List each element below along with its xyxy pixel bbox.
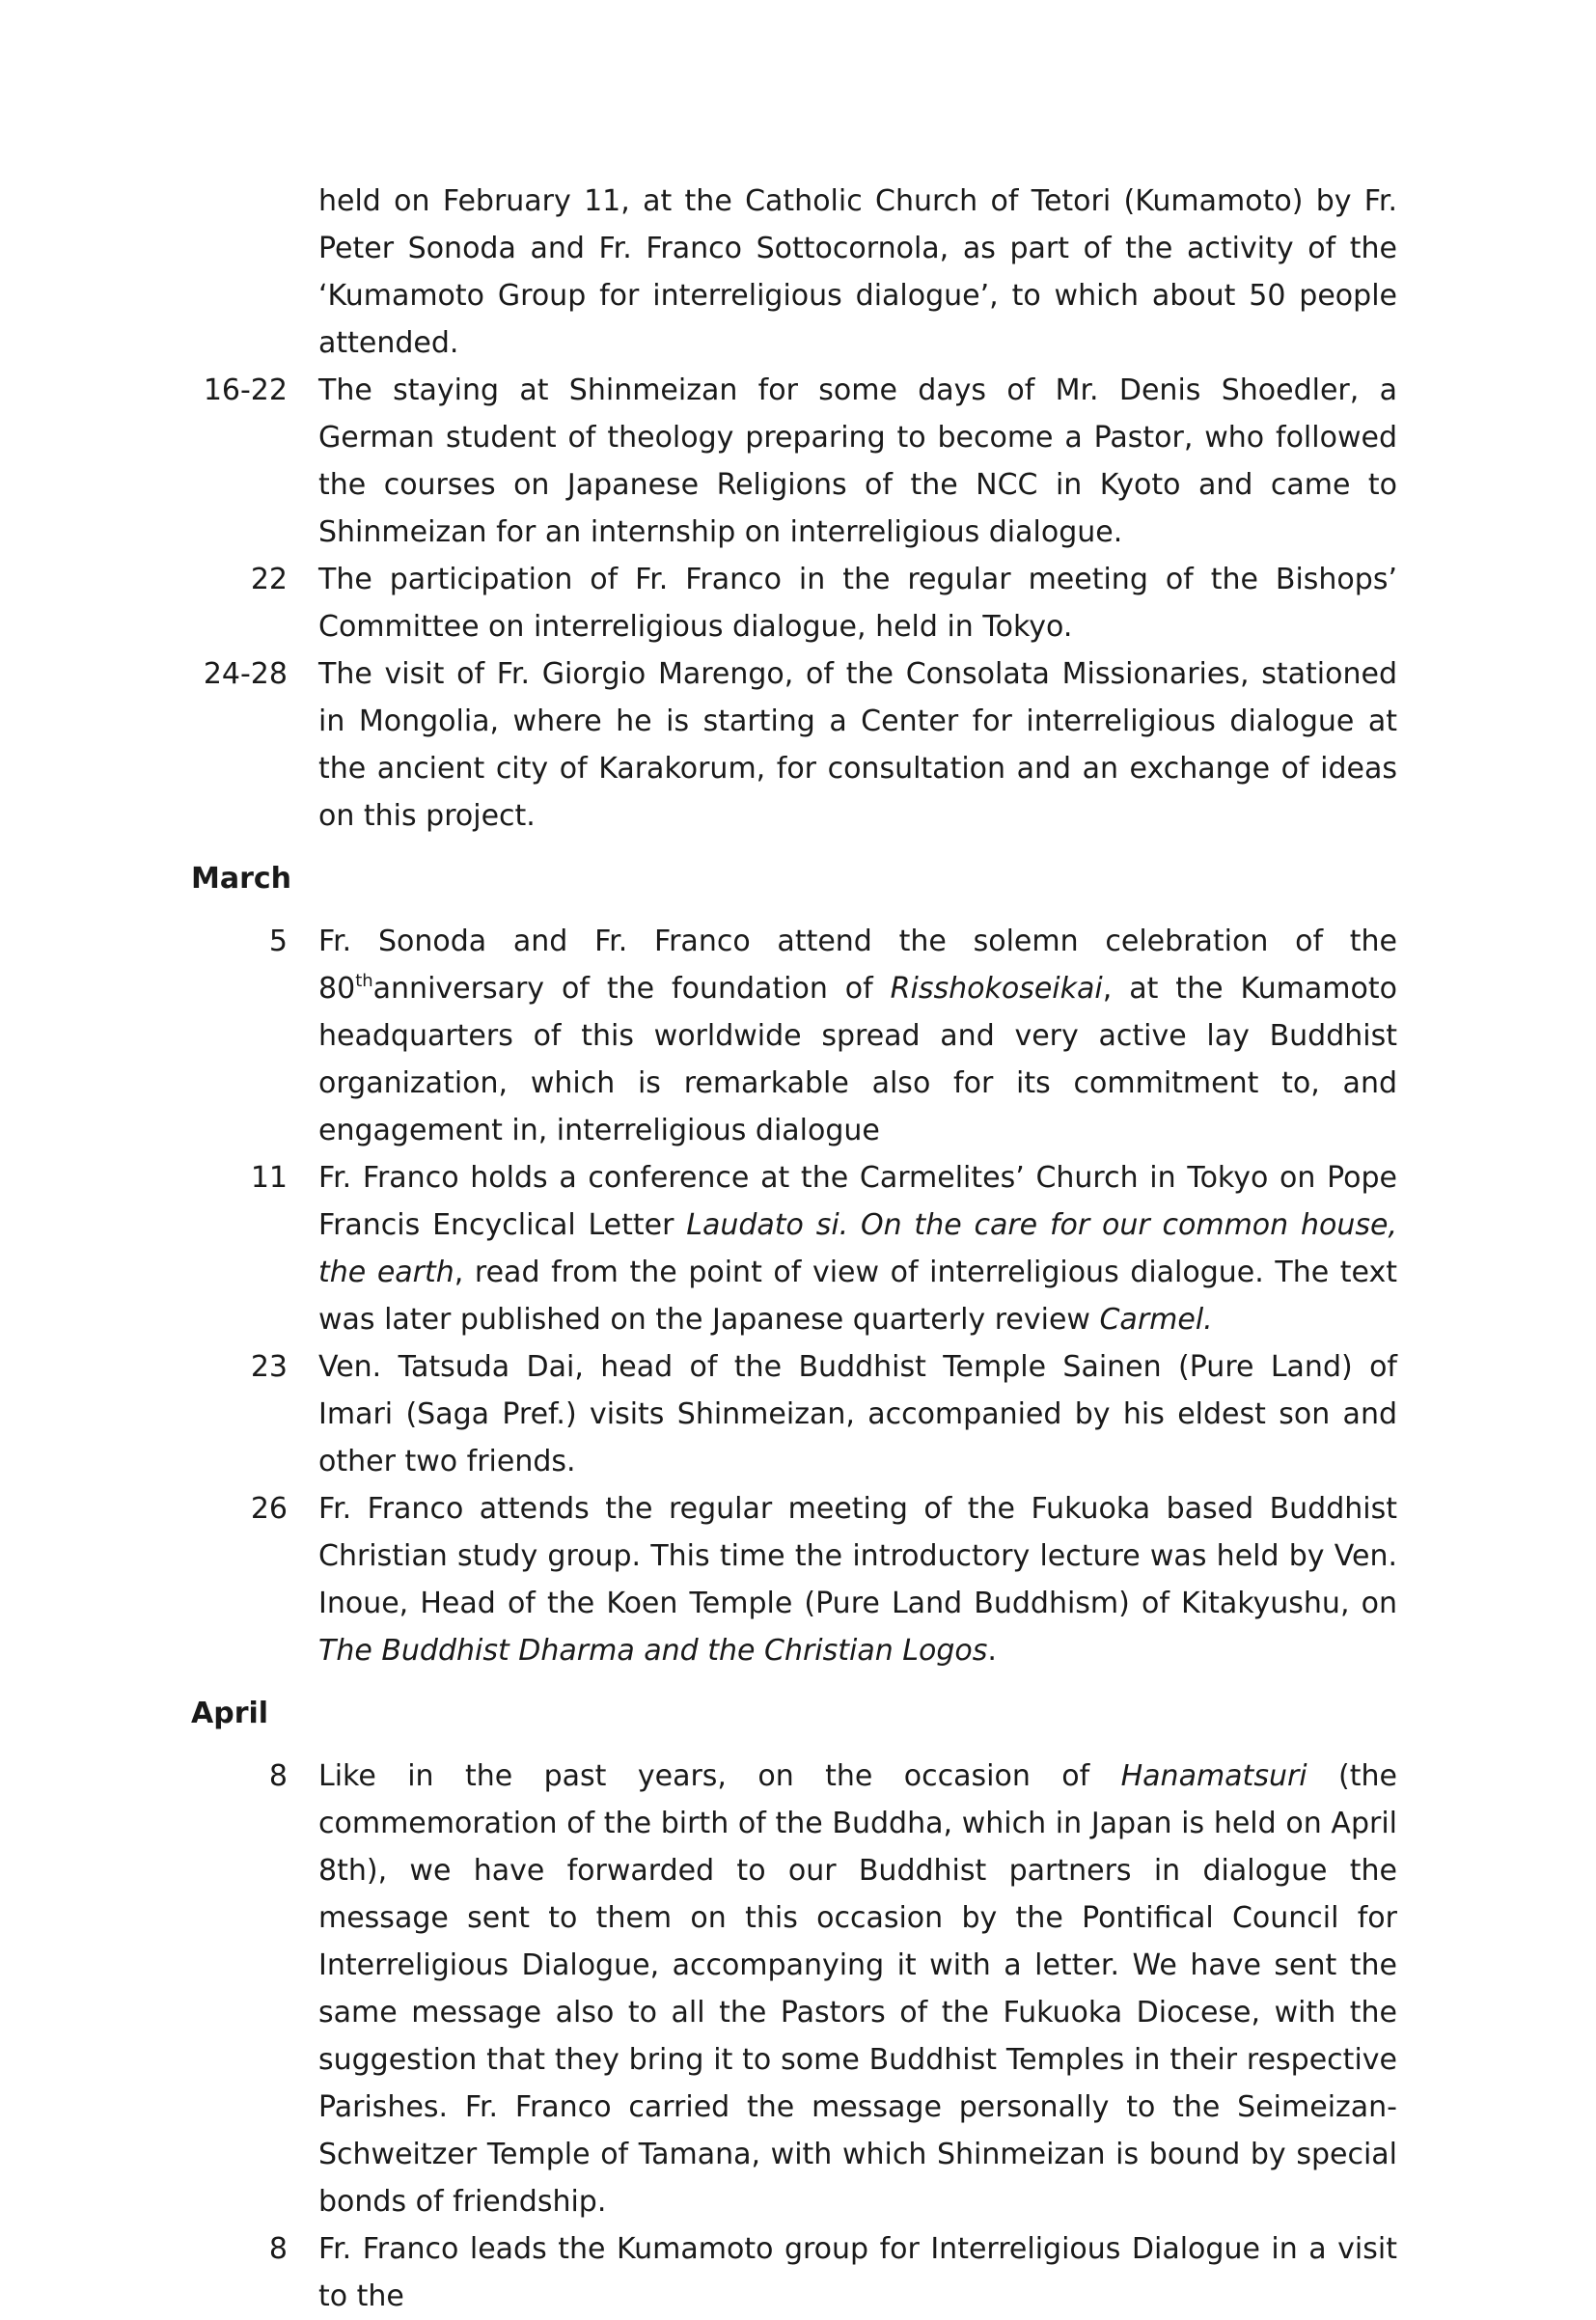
entry-feb-22 <box>191 556 1407 650</box>
entry-date: 23 <box>250 1350 288 1384</box>
continued-paragraph: held on February 11, at the Catholic Church of Tetori (Kumamoto) by Fr. Peter Sonoda and Fr. Franco Sottocornola, as part of the activity of the ‘Kumamoto Group for interreligious dialogue’, to which about 50 people attended. <box>318 184 1397 360</box>
italic-name: Hanamatsuri <box>1120 1759 1307 1793</box>
italic-name: Risshokoseikai <box>890 972 1103 1006</box>
italic-title: The Buddhist Dharma and the Christian Logos <box>318 1634 988 1668</box>
text-segment: anniversary of the foundation of <box>372 972 891 1006</box>
entry-date: 16-22 <box>203 373 288 407</box>
entry-text <box>318 1485 1397 1674</box>
entry-text: The visit of Fr. Giorgio Marengo, of the Consolata Missionaries, stationed in Mongolia, where he is starting a Center for interreligious dialogue at the ancient city of Karakorum, for consultation and an exchange of ideas on this project. <box>318 657 1397 833</box>
entry-date: 5 <box>268 925 288 958</box>
entry-text: Fr. Franco leads the Kumamoto group for Interreligious Dialogue in a visit to the <box>318 2232 1397 2313</box>
entry-date: 22 <box>250 563 288 596</box>
entry-text <box>318 1753 1397 2225</box>
entry-text <box>318 1154 1397 1343</box>
entry-date: 26 <box>250 1492 288 1526</box>
entry-apr-8 <box>191 1753 1407 2225</box>
entry-text: The staying at Shinmeizan for some days of Mr. Denis Shoedler, a German student of theology preparing to become a Pastor, who followed the courses on Japanese Religions of the NCC in Kyoto and came to Shinmeizan for an internship on interreligious dialogue. <box>318 373 1397 549</box>
text-segment: . <box>987 1634 997 1668</box>
chronicle-body <box>191 178 1407 2320</box>
entry-text: Ven. Tatsuda Dai, head of the Buddhist Temple Sainen (Pure Land) of Imari (Saga Pref.) visits Shinmeizan, accompanied by his eldest son and other two friends. <box>318 1350 1397 1478</box>
entry-apr-8-second <box>191 2225 1407 2320</box>
entry-text: The participation of Fr. Franco in the regular meeting of the Bishops’ Committee on interreligious dialogue, held in Tokyo. <box>318 563 1397 644</box>
entry-mar-26 <box>191 1485 1407 1674</box>
text-segment: (the commemoration of the birth of the Buddha, which in Japan is held on April 8th), we have forwarded to our Buddhist partners in dialogue the message sent to them on this occasion by the Pontifical Council for Interreligious Dialogue, accompanying it with a letter. We have sent the same message also to all the Pastors of the Fukuoka Diocese, with the suggestion that they bring it to some Buddhist Temples in their respective Parishes. Fr. Franco carried the message personally to the Seimeizan-Schweitzer Temple of Tamana, with which Shinmeizan is bound by special bonds of friendship. <box>318 1759 1397 2219</box>
entry-date: 8 <box>268 1759 288 1793</box>
entry-date: 24-28 <box>203 657 288 691</box>
entry-feb-16-22 <box>191 367 1407 556</box>
entry-feb-24-28 <box>191 650 1407 840</box>
entry-mar-11 <box>191 1154 1407 1343</box>
entry-text <box>318 918 1397 1154</box>
text-segment: Like in the past years, on the occasion of <box>318 1759 1121 1793</box>
text-segment: Fr. Franco holds a conference at the Carmelites’ Church in Tokyo on Pope Francis Encyclical Letter <box>318 1161 1397 1242</box>
text-segment: , read from the point of view of interreligious dialogue. The text was later published on the Japanese quarterly review <box>318 1256 1397 1337</box>
entry-mar-23 <box>191 1343 1407 1485</box>
italic-title: Carmel. <box>1099 1303 1213 1337</box>
text-segment: Fr. Sonoda and Fr. Franco attend the solemn celebration of the 80 <box>318 925 1397 1006</box>
month-heading-march: March <box>191 862 292 896</box>
italic-title: Laudato si. On the care for our common house, the earth <box>318 1208 1397 1289</box>
entry-date: 8 <box>268 2232 288 2266</box>
superscript: th <box>355 971 373 991</box>
entry-date: 11 <box>250 1161 288 1195</box>
text-segment: , at the Kumamoto headquarters of this worldwide spread and very active lay Buddhist organization, which is remarkable also for its commitment to, and engagement in, interreligious dialogue <box>318 972 1397 1147</box>
entry-mar-5 <box>191 918 1407 1154</box>
month-heading-april: April <box>191 1697 269 1730</box>
text-segment: Fr. Franco attends the regular meeting of the Fukuoka based Buddhist Christian study group. This time the introductory lecture was held by Ven. Inoue, Head of the Koen Temple (Pure Land Buddhism) of Kitakyushu, on <box>318 1492 1397 1620</box>
